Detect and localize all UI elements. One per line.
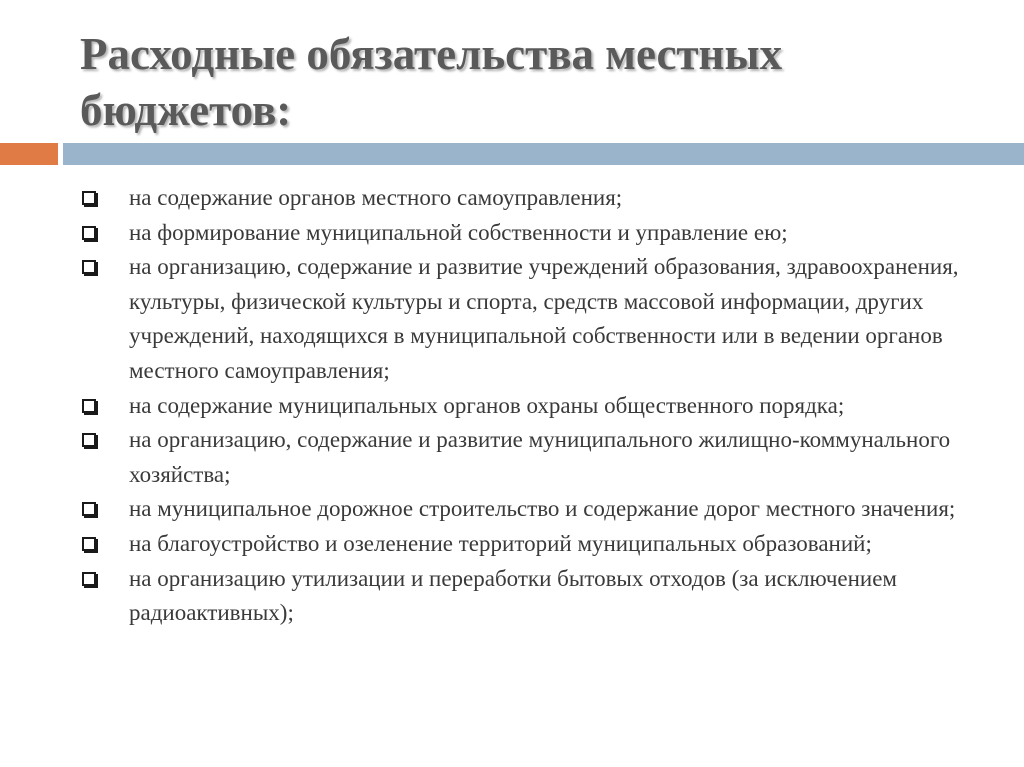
list-item xyxy=(76,492,976,527)
list-item-text: на муниципальное дорожное строительство и содержание дорог местного значения; xyxy=(129,496,956,522)
list-item xyxy=(76,562,976,631)
list-item-text: на содержание органов местного самоуправления; xyxy=(129,185,623,210)
checkbox-icon xyxy=(82,433,96,447)
list-item xyxy=(76,181,976,216)
checkbox-icon xyxy=(82,260,96,274)
accent-bar-blue xyxy=(63,143,1024,165)
checkbox-icon xyxy=(82,399,96,413)
list-item-text: на благоустройство и озеленение территорий муниципальных образований; xyxy=(129,530,872,556)
accent-bar-orange xyxy=(0,143,58,165)
list-item-text: на организацию, содержание и развитие муниципального жилищно-коммунального хозяйства; xyxy=(129,427,951,487)
list-item-text: на организацию, содержание и развитие учреждений образования, здравоохранения, культуры, физической культуры и спорта, средств массовой информации, других учреждений, находящихся в муниципальной собственности или в ведении органов местного самоуправления; xyxy=(129,254,959,383)
list-item xyxy=(76,423,976,492)
list-item-text: на формирование муниципальной собственности и управление ею; xyxy=(129,219,788,245)
list-item xyxy=(76,389,976,424)
slide-title: Расходные обязательства местных бюджетов: xyxy=(80,29,783,135)
list-item xyxy=(76,527,976,562)
bullet-list xyxy=(76,181,976,631)
list-item-text: на содержание муниципальных органов охраны общественного порядка; xyxy=(129,392,845,418)
checkbox-icon xyxy=(82,226,96,240)
checkbox-icon xyxy=(82,191,96,205)
checkbox-icon xyxy=(82,502,96,516)
list-item xyxy=(76,250,976,388)
checkbox-icon xyxy=(82,572,96,586)
checkbox-icon xyxy=(82,537,96,551)
list-item-text: на организацию утилизации и переработки бытовых отходов (за исключением радиоактивных); xyxy=(129,565,897,626)
list-item xyxy=(76,216,976,251)
